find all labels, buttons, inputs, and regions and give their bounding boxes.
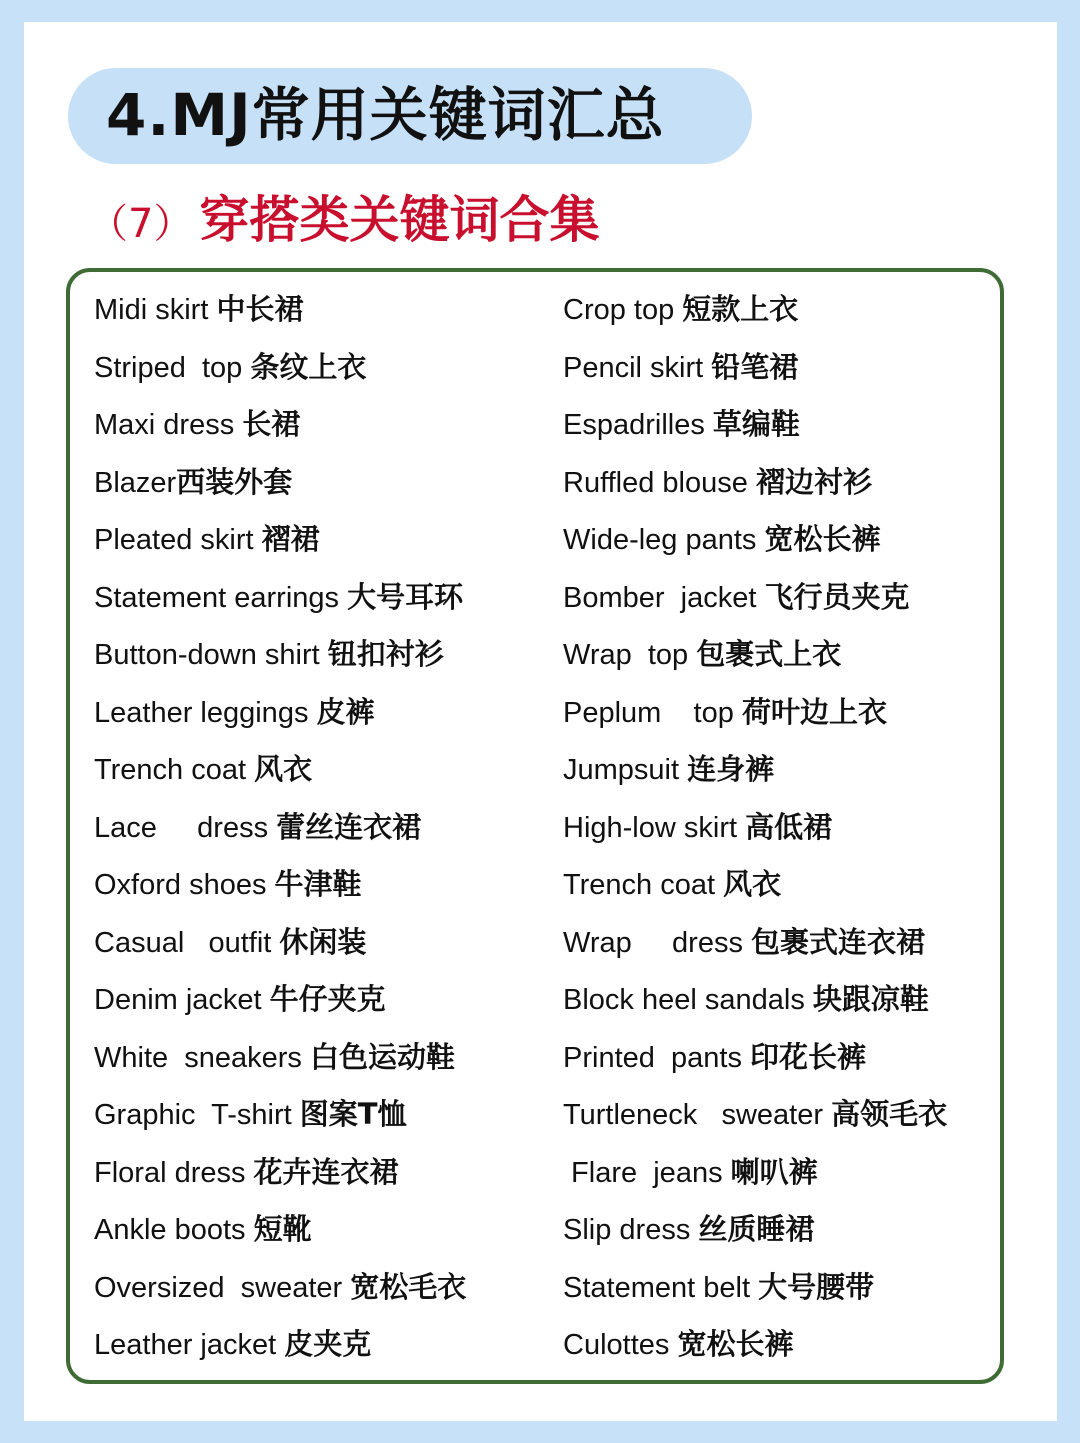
keyword-item <box>94 454 554 512</box>
keyword-chinese: 喇叭裤 <box>730 1154 818 1189</box>
keyword-item <box>563 454 1023 512</box>
keyword-english: Button-down shirt <box>94 639 328 671</box>
keyword-item <box>94 396 554 454</box>
keyword-english: Jumpsuit <box>563 754 688 786</box>
keyword-item <box>563 1201 1023 1259</box>
keyword-english: Printed pants <box>563 1041 750 1074</box>
keyword-english: Ankle boots <box>94 1214 254 1246</box>
keyword-chinese: 条纹上衣 <box>250 349 367 384</box>
keyword-english: Crop top <box>563 294 683 326</box>
keyword-chinese: 花卉连衣裙 <box>253 1154 399 1189</box>
keyword-english: White sneakers <box>94 1041 310 1074</box>
keyword-item <box>563 971 1023 1029</box>
section-title: 穿搭类关键词合集 <box>199 191 600 249</box>
keyword-item <box>94 339 554 397</box>
keyword-english: Oxford shoes <box>94 869 275 901</box>
keyword-english: Trench coat <box>94 754 255 786</box>
keyword-english: Striped top <box>94 351 251 384</box>
keyword-english: Slip dress <box>563 1214 699 1246</box>
keyword-chinese: 褶边衬衫 <box>755 464 872 499</box>
keyword-chinese: 皮夹克 <box>284 1327 372 1361</box>
keyword-chinese: 白色运动鞋 <box>309 1039 455 1074</box>
keyword-chinese: 大号耳环 <box>347 579 464 614</box>
keyword-chinese: 飞行员夹克 <box>764 579 910 614</box>
keyword-english: Wrap dress <box>563 926 752 959</box>
keyword-chinese: 休闲装 <box>279 924 367 959</box>
keyword-item <box>94 1259 554 1317</box>
keyword-chinese: 宽松毛衣 <box>350 1269 467 1304</box>
keyword-chinese: 大号腰带 <box>758 1269 875 1304</box>
keyword-chinese: 块跟凉鞋 <box>812 982 929 1016</box>
keyword-chinese: 宽松长裤 <box>764 522 881 556</box>
keyword-item <box>94 281 554 339</box>
keyword-chinese: 钮扣衬衫 <box>327 637 444 671</box>
keyword-english: Leather jacket <box>94 1329 285 1361</box>
keyword-item <box>94 971 554 1029</box>
keyword-item <box>94 856 554 914</box>
keyword-chinese: 短款上衣 <box>682 292 799 326</box>
keyword-english: Pencil skirt <box>563 351 712 384</box>
keyword-chinese: 短靴 <box>253 1212 312 1246</box>
keyword-item <box>563 1086 1023 1144</box>
keyword-english: Floral dress <box>94 1156 254 1189</box>
keyword-chinese: 牛仔夹克 <box>269 982 386 1016</box>
keyword-english: Wrap top <box>563 639 697 671</box>
keyword-chinese: 荷叶边上衣 <box>741 694 887 729</box>
keyword-chinese: 铅笔裙 <box>711 349 799 384</box>
keyword-item <box>94 1316 554 1374</box>
keyword-item <box>563 396 1023 454</box>
keyword-item <box>563 626 1023 684</box>
keyword-english: Bomber jacket <box>563 581 765 614</box>
keyword-english: Flare jeans <box>563 1156 731 1189</box>
keyword-english: Peplum top <box>563 696 742 729</box>
keyword-item <box>94 914 554 972</box>
keyword-item <box>94 799 554 857</box>
keyword-english: Leather leggings <box>94 696 317 729</box>
keyword-chinese: 草编鞋 <box>712 407 800 441</box>
keyword-english: Denim jacket <box>94 984 270 1016</box>
keyword-english: Statement belt <box>563 1271 759 1304</box>
keyword-english: Block heel sandals <box>563 984 813 1016</box>
keyword-item <box>94 1029 554 1087</box>
keyword-english: Maxi dress <box>94 409 243 441</box>
keyword-item <box>94 684 554 742</box>
keyword-english: Oversized sweater <box>94 1271 351 1304</box>
keyword-english: Trench coat <box>563 869 724 901</box>
keyword-item <box>94 569 554 627</box>
keyword-item <box>563 684 1023 742</box>
keyword-item <box>563 511 1023 569</box>
keyword-item <box>563 1259 1023 1317</box>
keyword-chinese: 褶裙 <box>261 522 320 556</box>
page-title: 4.MJ常用关键词汇总 <box>106 81 665 149</box>
keyword-english: Ruffled blouse <box>563 466 756 499</box>
section-subtitle <box>88 188 599 256</box>
keyword-chinese: 高低裙 <box>745 809 833 844</box>
keyword-item <box>563 281 1023 339</box>
keyword-item <box>94 741 554 799</box>
keyword-item <box>563 856 1023 914</box>
keyword-item <box>94 1086 554 1144</box>
keyword-english: Midi skirt <box>94 294 217 326</box>
keyword-chinese: 皮裤 <box>316 694 375 729</box>
keyword-item <box>94 1144 554 1202</box>
keyword-english: Wide-leg pants <box>563 524 765 556</box>
keyword-item <box>563 1029 1023 1087</box>
keyword-english: Lace dress <box>94 811 277 844</box>
keyword-chinese: 图案T恤 <box>299 1097 407 1131</box>
keyword-english: Casual outfit <box>94 926 280 959</box>
keyword-english: Statement earrings <box>94 581 348 614</box>
keyword-chinese: 长裙 <box>242 407 301 441</box>
keyword-chinese: 牛津鞋 <box>274 867 362 901</box>
keyword-chinese: 蕾丝连衣裙 <box>276 809 422 844</box>
keyword-item <box>563 1144 1023 1202</box>
keyword-english: Graphic T-shirt <box>94 1099 300 1131</box>
keyword-item <box>563 741 1023 799</box>
keyword-item <box>563 799 1023 857</box>
keyword-chinese: 包裹式上衣 <box>696 637 842 671</box>
keyword-english: Turtleneck sweater <box>563 1099 832 1131</box>
keyword-english: Blazer <box>94 466 177 499</box>
keyword-english: Culottes <box>563 1329 678 1361</box>
keyword-chinese: 西装外套 <box>176 464 293 499</box>
keyword-item <box>94 511 554 569</box>
keyword-chinese: 印花长裤 <box>750 1039 867 1074</box>
keyword-chinese: 宽松长裤 <box>677 1327 794 1361</box>
keyword-column-right <box>563 281 1023 1374</box>
keyword-chinese: 中长裙 <box>216 292 304 326</box>
keyword-item <box>563 914 1023 972</box>
keyword-item <box>94 626 554 684</box>
keyword-chinese: 包裹式连衣裙 <box>751 924 926 959</box>
keyword-item <box>563 569 1023 627</box>
keyword-item <box>94 1201 554 1259</box>
keyword-chinese: 高领毛衣 <box>831 1097 948 1131</box>
keyword-chinese: 连身裤 <box>687 752 775 786</box>
keyword-english: Pleated skirt <box>94 524 262 556</box>
section-number: （7） <box>88 201 194 247</box>
keyword-item <box>563 339 1023 397</box>
keyword-english: High-low skirt <box>563 811 746 844</box>
keyword-english: Espadrilles <box>563 409 713 441</box>
keyword-column-left <box>94 281 554 1374</box>
keyword-item <box>563 1316 1023 1374</box>
keyword-chinese: 丝质睡裙 <box>698 1212 815 1246</box>
keyword-chinese: 风衣 <box>723 867 782 901</box>
keyword-chinese: 风衣 <box>254 752 313 786</box>
